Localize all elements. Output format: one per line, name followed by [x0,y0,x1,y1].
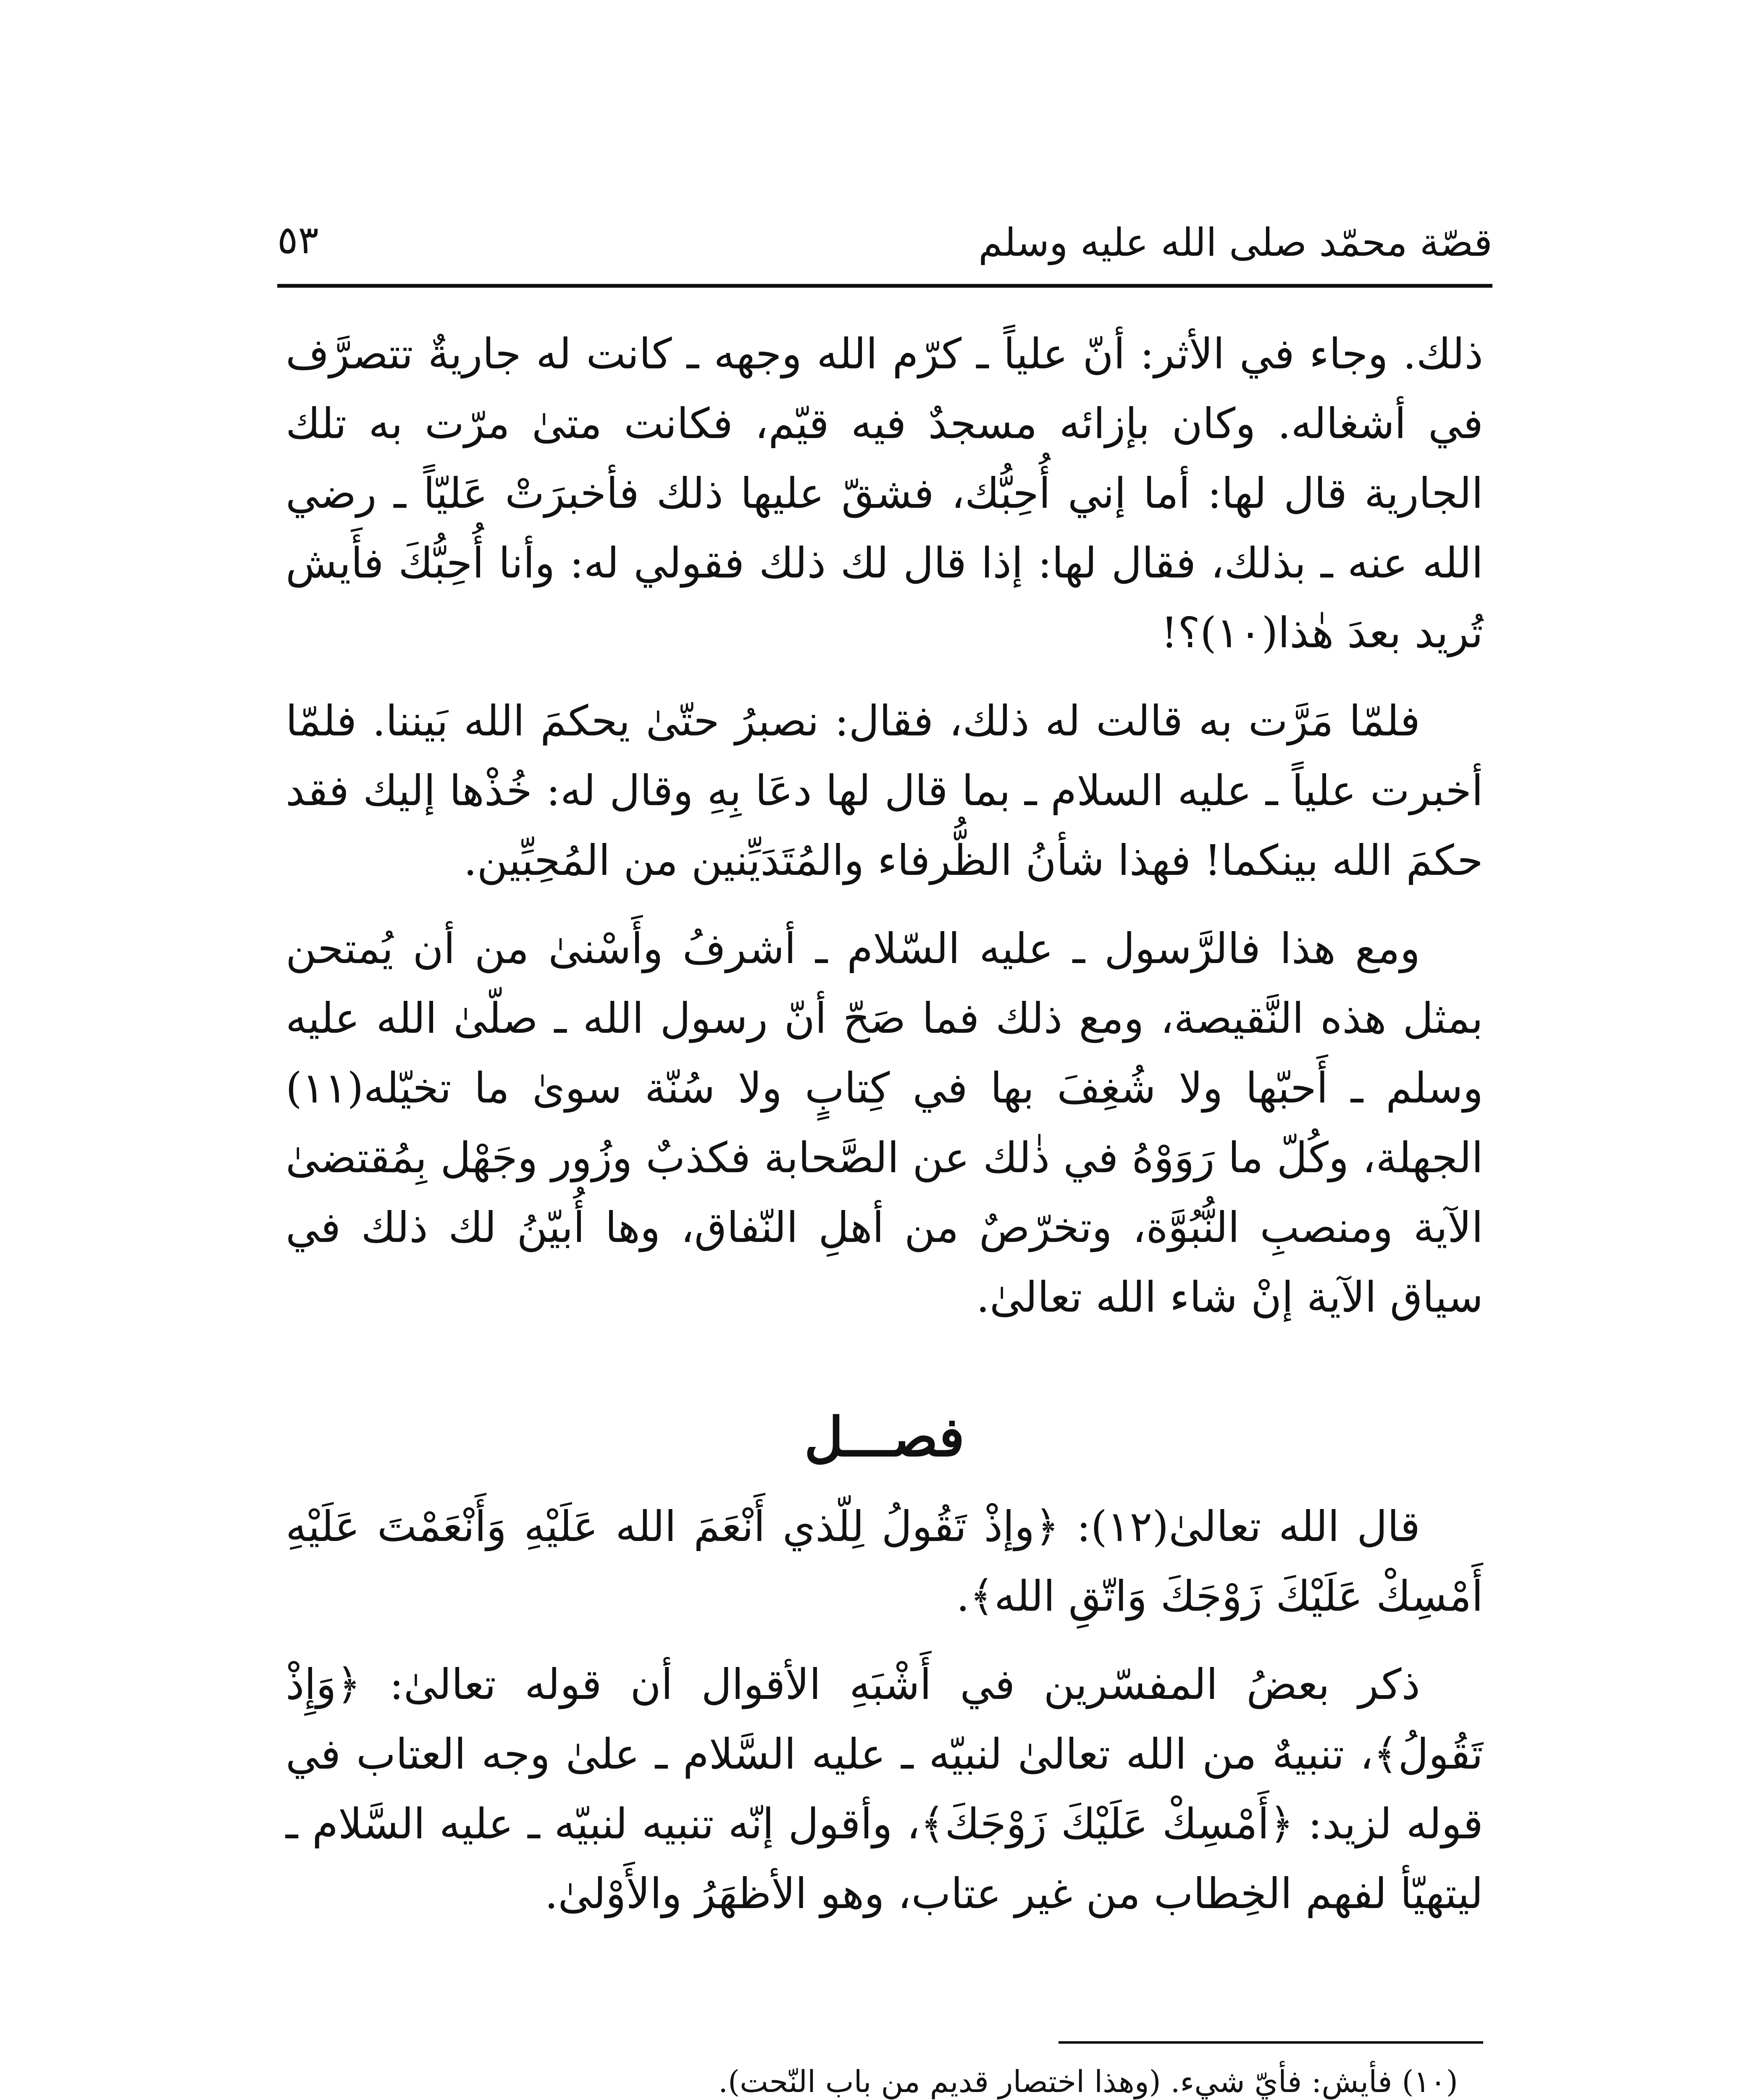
running-title: قصّة محمّد صلى الله عليه وسلم [978,220,1492,265]
footnote-10 [286,2058,1458,2100]
footnote-text: (١٠) فأيش: فأيّ شيء. (وهذا اختصار قديم من باب النّحت). [718,2064,1458,2099]
header-divider [277,284,1492,288]
page-header [277,197,1492,269]
section-paragraph-2: ذكر بعضُ المفسّرين في أَشْبَهِ الأقوال أن قوله تعالىٰ: ﴿وَإِذْ تَقُولُ﴾، تنبيهٌ من الله تعالىٰ لنبيّه ـ عليه السَّلام ـ علىٰ وجه العتاب في قوله لزيد: ﴿أَمْسِكْ عَلَيْكَ زَوْجَكَ﴾، وأقول إنّه تنبيه لنبيّه ـ عليه السَّلام ـ ليتهيّأ لفهم الخِطاب من غير عتاب، وهو الأظهَرُ والأَوْلىٰ. [286,1660,1483,1918]
paragraph-1: ذلك. وجاء في الأثر: أنّ علياً ـ كرّم الله وجهه ـ كانت له جاريةٌ تتصرَّف في أشغاله. وكان بإزائه مسجدٌ فيه قيّم، فكانت متىٰ مرّت به تلك الجارية قال لها: أما إني أُحِبُّك، فشقّ عليها ذلك فأخبرَتْ عَليّاً ـ رضي الله عنه ـ بذلك، فقال لها: إذا قال لك ذلك فقولي له: وأنا أُحِبُّكَ فأَيش تُريد بعدَ هٰذا(١٠)؟! [286,329,1484,657]
section-paragraph-1: قال الله تعالىٰ(١٢): ﴿وإذْ تَقُولُ لِلّذي أَنْعَمَ الله عَلَيْهِ وَأَنْعَمْتَ عَلَيْهِ أَمْسِكْ عَلَيْكَ زَوْجَكَ وَاتّقِ الله﴾. [286,1502,1483,1621]
body-text [286,319,1483,1947]
section-heading: فصـــل [804,1406,965,1469]
footnote-divider [1059,2041,1483,2044]
page-number: ٥٣ [277,217,319,262]
footnotes [286,2058,1458,2100]
paragraph-3: ومع هذا فالرَّسول ـ عليه السّلام ـ أشرفُ وأَسْنىٰ من أن يُمتحن بمثل هذه النَّقيصة، ومع ذلك فما صَحّ أنّ رسول الله ـ صلّىٰ الله عليه وسلم ـ أَحبّها ولا شُغِفَ بها في كِتابٍ ولا سُنّة سوىٰ ما تخيّله(١١) الجهلة، وكُلّ ما رَوَوْهُ في ذٰلك عن الصَّحابة فكذبٌ وزُور وجَهْل بِمُقتضىٰ الآية ومنصبِ النُّبُوَّة، وتخرّصٌ من أهلِ النّفاق، وها أُبيّنُ لك ذلك في سياق الآية إنْ شاء الله تعالىٰ. [286,924,1483,1322]
paragraph-2: فلمّا مَرَّت به قالت له ذلك، فقال: نصبرُ حتّىٰ يحكمَ الله بَيننا. فلمّا أخبرت علياً ـ عليه السلام ـ بما قال لها دعَا بِهِ وقال له: خُذْها إليك فقد حكمَ الله بينكما! فهذا شأنُ الظُّرفاء والمُتَدَيِّنين من المُحِبِّين. [286,696,1483,885]
